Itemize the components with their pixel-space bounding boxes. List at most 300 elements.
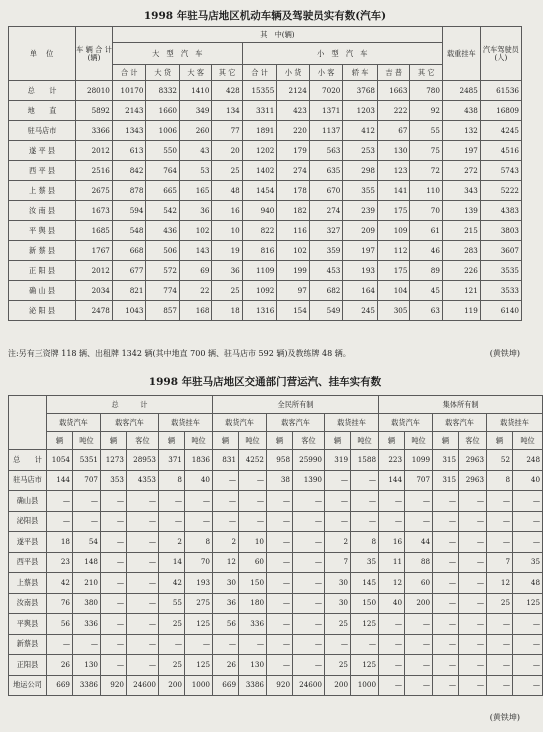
table-cell: 104 [377, 281, 409, 301]
row-label: 上蔡县 [9, 573, 47, 594]
table-row [9, 614, 543, 635]
table-cell: — [487, 655, 513, 676]
table-cell: — [459, 655, 487, 676]
table-cell: 12 [213, 552, 239, 573]
table-cell: 215 [442, 221, 480, 241]
table-cell: 665 [146, 181, 180, 201]
table-row [9, 634, 543, 655]
table-cell: — [405, 614, 433, 635]
table-cell: 438 [442, 101, 480, 121]
table-cell: 197 [343, 241, 378, 261]
table-cell: 175 [377, 261, 409, 281]
table-cell: 36 [179, 201, 211, 221]
table-cell: 42 [159, 573, 185, 594]
table-cell: 193 [185, 573, 213, 594]
table1-note: 注:另有三资牌 118 辆、出租牌 1342 辆(其中地直 700 辆、驻马店市 592 辆)及教练牌 48 辆。 [8, 349, 351, 358]
table-cell: 46 [410, 241, 443, 261]
table-cell: 821 [112, 281, 146, 301]
table-cell: 110 [410, 181, 443, 201]
table-cell: 1000 [185, 675, 213, 696]
table-cell: — [267, 511, 293, 532]
table-cell: — [433, 532, 459, 553]
table-cell: 55 [159, 593, 185, 614]
header-unit: 辆 [213, 432, 239, 450]
table-cell: — [159, 511, 185, 532]
header-group: 全民所有制 [213, 396, 379, 414]
table-cell: 2 [325, 532, 351, 553]
table-row [9, 552, 543, 573]
table-cell: 16 [379, 532, 405, 553]
header-sub: 载货挂车 [159, 414, 213, 432]
table-cell: 920 [267, 675, 293, 696]
table-cell: 2034 [76, 281, 113, 301]
table-cell: — [267, 614, 293, 635]
table-row [9, 221, 522, 241]
table-row [9, 301, 522, 321]
table-cell: — [351, 511, 379, 532]
row-label: 西平县 [9, 552, 47, 573]
table-cell: 179 [277, 141, 309, 161]
header-trailer: 载重挂车 [442, 27, 480, 81]
table-cell: 19 [212, 241, 242, 261]
table-cell: 594 [112, 201, 146, 221]
table-cell: 1202 [242, 141, 277, 161]
table-cell: 209 [343, 221, 378, 241]
table-cell: 3386 [73, 675, 101, 696]
header-sub: 合 计 [112, 65, 146, 81]
table-cell: 130 [377, 141, 409, 161]
table-cell: 1000 [351, 675, 379, 696]
table-cell: 72 [410, 161, 443, 181]
header-sub: 载货挂车 [325, 414, 379, 432]
table-cell: 3533 [480, 281, 521, 301]
header-unit: 辆 [487, 432, 513, 450]
table-cell: 36 [212, 261, 242, 281]
table-cell: 5351 [73, 450, 101, 471]
table-cell: 1767 [76, 241, 113, 261]
row-label: 地 直 [9, 101, 76, 121]
table-cell: — [239, 491, 267, 512]
table-cell: 2 [159, 532, 185, 553]
table-row [9, 141, 522, 161]
header-group: 集体所有制 [379, 396, 543, 414]
table-cell: 18 [47, 532, 73, 553]
table-cell: 1099 [405, 450, 433, 471]
table-cell: — [127, 532, 159, 553]
table-cell: 25 [212, 161, 242, 181]
table-cell: — [433, 593, 459, 614]
table-cell: 144 [379, 470, 405, 491]
table-cell: 25 [325, 655, 351, 676]
header-sub: 吉 普 [377, 65, 409, 81]
table-cell: 14 [159, 552, 185, 573]
header-sub: 载货汽车 [213, 414, 267, 432]
table-cell: 223 [379, 450, 405, 471]
header-sub: 载货汽车 [47, 414, 101, 432]
table-cell: — [293, 614, 325, 635]
table-cell: — [513, 491, 543, 512]
table-cell: — [293, 491, 325, 512]
table-cell: 23 [47, 552, 73, 573]
table-cell: 43 [179, 141, 211, 161]
table-cell: 1836 [185, 450, 213, 471]
table-cell: 40 [513, 470, 543, 491]
table-cell: 210 [73, 573, 101, 594]
table-cell: 119 [442, 301, 480, 321]
table-cell: 26 [213, 655, 239, 676]
table-cell: 1316 [242, 301, 277, 321]
table-cell: 125 [351, 614, 379, 635]
table-cell: — [513, 532, 543, 553]
table-cell: — [159, 491, 185, 512]
table-cell: — [487, 614, 513, 635]
table-cell: 816 [242, 241, 277, 261]
header-unit: 吨位 [73, 432, 101, 450]
table-cell: 1410 [179, 81, 211, 101]
table-cell: — [127, 614, 159, 635]
table-row [9, 121, 522, 141]
table-cell: 35 [513, 552, 543, 573]
table-cell: 26 [47, 655, 73, 676]
table-row [9, 511, 543, 532]
table-cell: 56 [213, 614, 239, 635]
table-cell: — [267, 573, 293, 594]
table-cell: 121 [442, 281, 480, 301]
table-cell: — [433, 573, 459, 594]
table-cell: 28953 [127, 450, 159, 471]
table-cell: 275 [185, 593, 213, 614]
table-cell: 613 [112, 141, 146, 161]
table-cell: 359 [309, 241, 343, 261]
table-cell: 506 [146, 241, 180, 261]
table-cell: 125 [351, 655, 379, 676]
table-cell: 165 [179, 181, 211, 201]
header-unit: 客位 [293, 432, 325, 450]
table-cell: — [459, 532, 487, 553]
table-cell: — [267, 532, 293, 553]
table-cell: 25 [159, 655, 185, 676]
table-cell: 842 [112, 161, 146, 181]
table-cell: 16809 [480, 101, 521, 121]
table-row [9, 675, 543, 696]
table-cell: 148 [73, 552, 101, 573]
table-cell: 707 [405, 470, 433, 491]
table-cell: 8 [351, 532, 379, 553]
table-cell: 182 [277, 201, 309, 221]
table-row [9, 593, 543, 614]
table-cell: 42 [47, 573, 73, 594]
table-cell: 857 [146, 301, 180, 321]
table-cell: — [379, 634, 405, 655]
header-unit: 客位 [127, 432, 159, 450]
table-cell: 54 [73, 532, 101, 553]
table-cell: 1891 [242, 121, 277, 141]
header-unit: 吨位 [405, 432, 433, 450]
table-cell: 319 [325, 450, 351, 471]
table-cell: 97 [277, 281, 309, 301]
table-cell: — [487, 532, 513, 553]
table-cell: 200 [325, 675, 351, 696]
table-cell: 56 [47, 614, 73, 635]
table-cell: 36 [213, 593, 239, 614]
table-cell: 139 [442, 201, 480, 221]
table-cell: 130 [73, 655, 101, 676]
table-cell: 168 [179, 301, 211, 321]
table-cell: 10 [239, 532, 267, 553]
table-cell: — [293, 532, 325, 553]
table-cell: 1673 [76, 201, 113, 221]
table-cell: 677 [112, 261, 146, 281]
table-cell: — [293, 552, 325, 573]
row-label: 平 舆 县 [9, 221, 76, 241]
table-cell: — [325, 511, 351, 532]
table-cell: — [127, 491, 159, 512]
row-label: 遂平县 [9, 532, 47, 553]
table-cell: 958 [267, 450, 293, 471]
table-cell: 2963 [459, 450, 487, 471]
table-cell: 69 [179, 261, 211, 281]
table-cell: 1109 [242, 261, 277, 281]
table-cell: 548 [112, 221, 146, 241]
table-cell: 145 [351, 573, 379, 594]
table-cell: 25 [487, 593, 513, 614]
table-row [9, 241, 522, 261]
table-cell: 2 [213, 532, 239, 553]
table-cell: 831 [213, 450, 239, 471]
row-label: 汝 南 县 [9, 201, 76, 221]
table-cell: 635 [309, 161, 343, 181]
table-cell: — [433, 614, 459, 635]
table-cell: 764 [146, 161, 180, 181]
table-cell: 1390 [293, 470, 325, 491]
table-cell: 436 [146, 221, 180, 241]
table-cell: 682 [309, 281, 343, 301]
table-cell: 7 [325, 552, 351, 573]
header-sub: 合 计 [242, 65, 277, 81]
table-cell: 336 [73, 614, 101, 635]
table-cell: 24600 [127, 675, 159, 696]
table-cell: — [293, 593, 325, 614]
table-cell: 2516 [76, 161, 113, 181]
table-cell: 67 [377, 121, 409, 141]
table-cell: 1273 [101, 450, 127, 471]
table-cell: 200 [405, 593, 433, 614]
table-cell: 125 [185, 614, 213, 635]
table-cell: 125 [185, 655, 213, 676]
row-label: 地运公司 [9, 675, 47, 696]
table-cell: 15355 [242, 81, 277, 101]
table-cell: 154 [277, 301, 309, 321]
header-total: 车 辆 合 计 (辆) [76, 27, 113, 81]
table-cell: — [513, 614, 543, 635]
table-row [9, 161, 522, 181]
table-cell: — [459, 614, 487, 635]
table-cell: 2963 [459, 470, 487, 491]
row-label: 新 蔡 县 [9, 241, 76, 261]
row-label: 遂 平 县 [9, 141, 76, 161]
table-cell: 5892 [76, 101, 113, 121]
table-cell: 8 [487, 470, 513, 491]
table-cell: — [267, 491, 293, 512]
table-cell: 76 [47, 593, 73, 614]
table-cell: — [213, 470, 239, 491]
table-cell: 2012 [76, 261, 113, 281]
header-sub: 小 货 [277, 65, 309, 81]
table-cell: 164 [343, 281, 378, 301]
table-cell: 549 [309, 301, 343, 321]
header-unit: 辆 [159, 432, 185, 450]
table-cell: 1402 [242, 161, 277, 181]
header-sub: 载货汽车 [379, 414, 433, 432]
table-cell: — [127, 573, 159, 594]
table-cell: — [213, 491, 239, 512]
table-cell: 48 [212, 181, 242, 201]
table-cell: 178 [277, 181, 309, 201]
table-cell: 143 [179, 241, 211, 261]
table-cell: 878 [112, 181, 146, 201]
table-cell: — [73, 511, 101, 532]
vehicle-table [8, 26, 522, 321]
table-cell: 822 [242, 221, 277, 241]
table-cell: 2675 [76, 181, 113, 201]
table-cell: 315 [433, 450, 459, 471]
table-cell: 428 [212, 81, 242, 101]
table-row [9, 261, 522, 281]
table-row [9, 101, 522, 121]
row-label: 总 计 [9, 81, 76, 101]
table-cell: 1043 [112, 301, 146, 321]
table-cell: 55 [410, 121, 443, 141]
table-cell: — [101, 491, 127, 512]
table-cell: 542 [146, 201, 180, 221]
table-cell: 315 [433, 470, 459, 491]
table-cell: — [185, 511, 213, 532]
table-cell: 5743 [480, 161, 521, 181]
row-label: 泌 阳 县 [9, 301, 76, 321]
table-cell: 12 [379, 573, 405, 594]
table-cell: 75 [410, 141, 443, 161]
header-group: 总 计 [47, 396, 213, 414]
table-cell: 380 [73, 593, 101, 614]
table-cell: — [351, 470, 379, 491]
row-label: 确山县 [9, 491, 47, 512]
header-sub: 小 客 [309, 65, 343, 81]
table-cell: 7 [487, 552, 513, 573]
table-cell: — [459, 491, 487, 512]
table-cell: 61 [410, 221, 443, 241]
table-cell: 38 [267, 470, 293, 491]
table-cell: — [433, 634, 459, 655]
table-cell: 940 [242, 201, 277, 221]
table-row [9, 281, 522, 301]
header-sub: 载客汽车 [433, 414, 487, 432]
table-cell: 1660 [146, 101, 180, 121]
row-label: 正 阳 县 [9, 261, 76, 281]
table-cell: 3311 [242, 101, 277, 121]
table-cell: 134 [212, 101, 242, 121]
table-cell: 1006 [146, 121, 180, 141]
table-cell: 25 [212, 281, 242, 301]
header-sub: 轿 车 [343, 65, 378, 81]
table-cell: 669 [213, 675, 239, 696]
table-cell: 102 [179, 221, 211, 241]
table-cell: — [267, 593, 293, 614]
header-large: 大 型 汽 车 [112, 43, 242, 65]
table-cell: 92 [410, 101, 443, 121]
header-unit: 辆 [379, 432, 405, 450]
table-cell: — [239, 470, 267, 491]
table-cell: — [405, 675, 433, 696]
table-cell: — [101, 634, 127, 655]
table-cell: 283 [442, 241, 480, 261]
header-unit: 辆 [47, 432, 73, 450]
table-cell: 130 [239, 655, 267, 676]
table-cell: 60 [405, 573, 433, 594]
table-cell: — [73, 491, 101, 512]
table-cell: 18 [212, 301, 242, 321]
table-cell: — [185, 491, 213, 512]
table-cell: — [101, 655, 127, 676]
table-cell: 1092 [242, 281, 277, 301]
table-cell: 199 [277, 261, 309, 281]
table-row [9, 532, 543, 553]
table-cell: 89 [410, 261, 443, 281]
table-cell: 150 [351, 593, 379, 614]
table-cell: — [325, 634, 351, 655]
row-label: 驻马店市 [9, 470, 47, 491]
table-cell: 24600 [293, 675, 325, 696]
table-cell: 412 [343, 121, 378, 141]
table-cell: — [293, 655, 325, 676]
table2-title: 1998 年驻马店地区交通部门营运汽、挂车实有数 [148, 376, 382, 388]
table-cell: — [127, 593, 159, 614]
table1-author: (黄铁坤) [489, 349, 520, 358]
table-cell: 563 [309, 141, 343, 161]
table-cell: 7020 [309, 81, 343, 101]
table-cell: 298 [343, 161, 378, 181]
table-cell: — [487, 491, 513, 512]
table-cell: 349 [179, 101, 211, 121]
table-cell: 774 [146, 281, 180, 301]
table-cell: 220 [277, 121, 309, 141]
table-cell: 8332 [146, 81, 180, 101]
table-cell: 25990 [293, 450, 325, 471]
table-cell: 30 [213, 573, 239, 594]
header-unit: 辆 [325, 432, 351, 450]
table-cell: — [487, 634, 513, 655]
table-cell: — [47, 634, 73, 655]
table-cell: 70 [185, 552, 213, 573]
table-cell: — [405, 655, 433, 676]
table-row [9, 450, 543, 471]
table-cell: 2012 [76, 141, 113, 161]
table-cell: 353 [101, 470, 127, 491]
table-cell: 132 [442, 121, 480, 141]
table-cell: 144 [47, 470, 73, 491]
table-cell: — [405, 491, 433, 512]
table-cell: 44 [405, 532, 433, 553]
table-cell: — [405, 634, 433, 655]
table-cell: — [293, 634, 325, 655]
header-unit: 吨位 [513, 432, 543, 450]
table-cell: 3607 [480, 241, 521, 261]
table-cell: — [459, 593, 487, 614]
header-unit: 辆 [267, 432, 293, 450]
table1-title: 1998 年驻马店地区机动车辆及驾驶员实有数(汽车) [143, 10, 387, 22]
table-cell: — [185, 634, 213, 655]
table-cell: — [459, 552, 487, 573]
header-drivers: 汽车驾驶员 (人) [480, 27, 521, 81]
